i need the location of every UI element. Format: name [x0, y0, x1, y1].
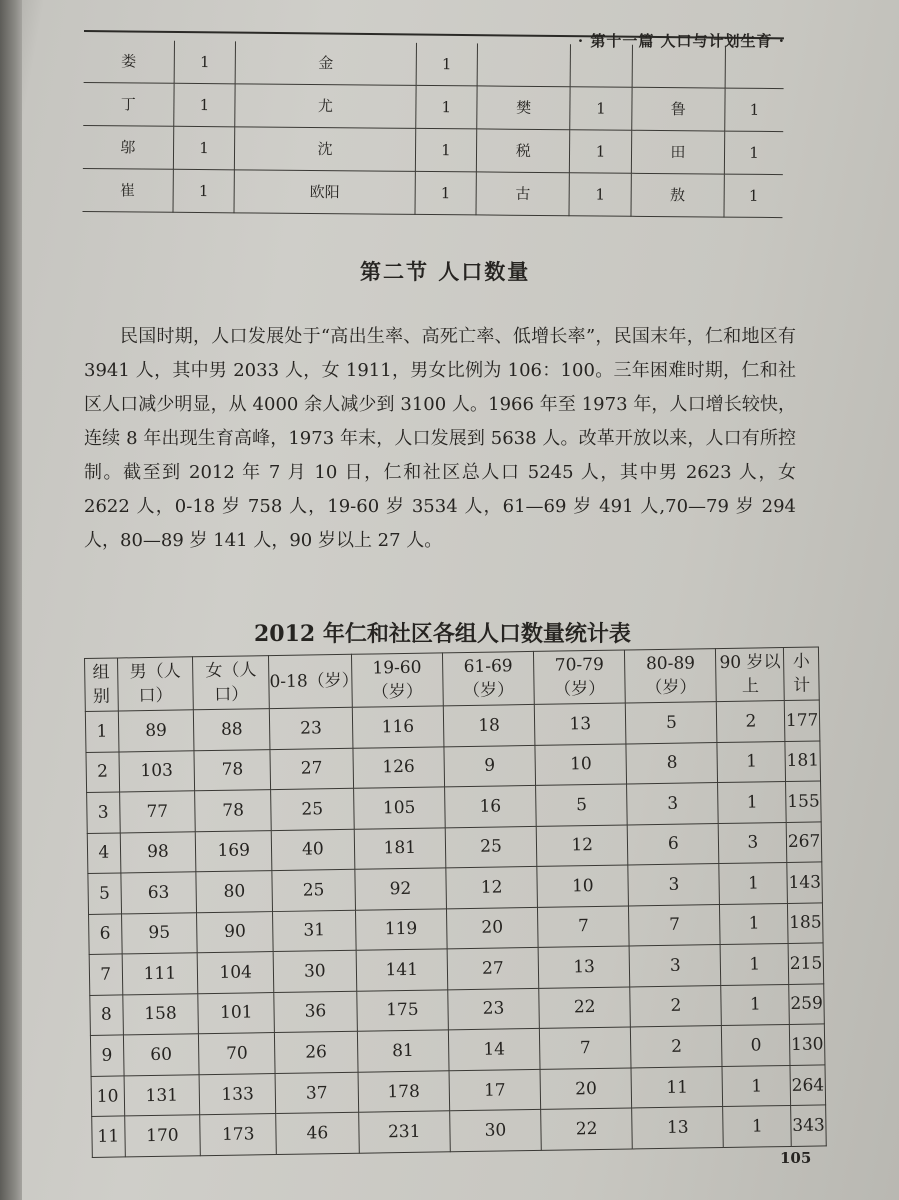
stats-cell: 98: [120, 831, 196, 873]
stats-header-cell: 90 岁以上: [716, 648, 785, 702]
stats-cell: 6: [627, 823, 719, 865]
stats-cell: 101: [198, 992, 274, 1034]
stats-cell: 7: [629, 904, 721, 946]
surname-cell: 邬: [83, 125, 174, 169]
book-spine-shadow: [0, 0, 22, 1200]
stats-cell: 7: [538, 906, 630, 948]
body-paragraph: 民国时期，人口发展处于“高出生率、高死亡率、低增长率”，民国末年，仁和地区有 3941 人，其中男 2033 人，女 1911，男女比例为 106：100。三年困难时期，仁和社区人口减少明显，从 4000 余人减少到 3100 人。1966 年至 1973 年，人口增长较快，连续 8 年出现生育高峰，1973 年末，人口发展到 5638 人。改革开放以来，人口有所控制。截至到 2012 年 7 月 10 日，仁和社区总人口 5245 人，其中男 2623 人，女 2622 人，0-18 岁 758 人，19-60 岁 3534 人，61—69 岁 491 人,70—79 岁 294 人，80—89 岁 141 人，90 岁以上 27 人。: [84, 326, 796, 551]
stats-cell: 267: [786, 822, 821, 863]
surname-row: [84, 40, 784, 88]
stats-cell: 5: [88, 873, 121, 914]
stats-cell: 181: [785, 740, 820, 781]
stats-cell: 12: [536, 825, 628, 867]
population-stats-table: [84, 646, 827, 1157]
stats-cell: 2: [717, 701, 785, 743]
stats-cell: 3: [627, 783, 719, 825]
stats-cell: 27: [270, 748, 353, 790]
stats-cell: 22: [541, 1108, 633, 1150]
stats-cell: 11: [631, 1066, 723, 1108]
stats-cell: 13: [538, 946, 630, 988]
surname-count-cell: [570, 44, 632, 87]
stats-cell: 13: [632, 1107, 724, 1149]
stats-cell: 104: [197, 952, 273, 994]
stats-cell: 215: [788, 943, 823, 984]
stats-cell: 343: [791, 1105, 826, 1146]
stats-cell: 37: [275, 1072, 358, 1114]
stats-cell: 17: [449, 1069, 541, 1111]
stats-cell: 78: [195, 790, 271, 832]
stats-table-title: 2012 年仁和社区各组人口数量统计表: [254, 621, 631, 647]
stats-header-cell: 80-89（岁）: [625, 649, 717, 703]
stats-cell: 0: [722, 1025, 790, 1067]
stats-cell: 1: [722, 1065, 790, 1107]
surname-count-cell: 1: [724, 174, 783, 218]
stats-cell: 11: [92, 1116, 125, 1157]
surname-cell: 税: [477, 129, 571, 173]
stats-cell: 158: [122, 993, 198, 1035]
surname-cell: 尤: [235, 83, 416, 128]
stats-cell: 89: [118, 710, 194, 752]
stats-cell: 25: [272, 869, 355, 911]
stats-cell: 175: [356, 990, 448, 1032]
stats-cell: 264: [790, 1065, 825, 1106]
stats-cell: 23: [448, 988, 540, 1030]
stats-cell: 130: [790, 1024, 825, 1065]
stats-cell: 5: [536, 784, 628, 826]
stats-cell: 3: [628, 864, 720, 906]
stats-cell: 185: [788, 903, 823, 944]
surname-count-cell: 1: [173, 169, 235, 213]
surname-cell: 樊: [477, 86, 571, 130]
stats-cell: 92: [355, 868, 447, 910]
stats-cell: 25: [445, 826, 537, 868]
stats-cell: 143: [787, 862, 822, 903]
stats-cell: 22: [539, 987, 631, 1029]
stats-cell: 2: [631, 1026, 723, 1068]
stats-cell: 31: [273, 910, 356, 952]
stats-cell: 16: [444, 785, 536, 827]
stats-header-cell: 组别: [85, 658, 118, 712]
page-number: 105: [780, 1149, 812, 1167]
stats-cell: 259: [789, 984, 824, 1025]
surname-count-cell: 1: [415, 85, 477, 129]
stats-cell: 1: [720, 903, 788, 945]
stats-cell: 12: [446, 867, 538, 909]
stats-cell: 95: [121, 912, 197, 954]
stats-cell: 10: [535, 744, 627, 786]
stats-cell: 88: [194, 709, 270, 751]
surname-count-cell: 1: [415, 128, 477, 172]
stats-cell: 13: [534, 703, 626, 745]
stats-cell: 5: [626, 702, 718, 744]
surname-row: [83, 125, 783, 174]
stats-cell: 7: [89, 954, 122, 995]
stats-cell: 26: [275, 1032, 358, 1074]
surname-count-cell: 1: [569, 173, 631, 217]
stats-cell: 30: [450, 1110, 542, 1152]
surname-cell: 沈: [235, 127, 416, 172]
stats-cell: 9: [90, 1035, 123, 1076]
stats-cell: 119: [355, 908, 447, 950]
stats-cell: 141: [356, 949, 448, 991]
stats-cell: 30: [273, 950, 356, 992]
stats-cell: 20: [540, 1068, 632, 1110]
stats-cell: 3: [719, 822, 787, 864]
stats-cell: 70: [199, 1033, 275, 1075]
surname-count-cell: 1: [416, 43, 478, 86]
stats-cell: 2: [630, 985, 722, 1027]
surname-count-cell: 1: [415, 171, 477, 215]
stats-header-cell: 61-69（岁）: [442, 651, 534, 705]
surname-cell: 田: [631, 130, 725, 174]
surname-table: [82, 40, 783, 218]
stats-cell: 1: [721, 984, 789, 1026]
stats-cell: 46: [276, 1113, 359, 1155]
stats-header-cell: 女（人口）: [193, 656, 270, 710]
stats-cell: 78: [194, 749, 270, 791]
surname-count-cell: [725, 46, 784, 89]
surname-count-cell: 1: [174, 83, 236, 127]
surname-cell: 娄: [84, 40, 175, 83]
surname-cell: 鲁: [631, 87, 725, 131]
stats-cell: 40: [271, 829, 354, 871]
stats-cell: 1: [718, 782, 786, 824]
stats-cell: 181: [354, 827, 446, 869]
stats-cell: 170: [124, 1115, 200, 1157]
surname-cell: 古: [476, 172, 570, 216]
stats-cell: 131: [124, 1075, 200, 1117]
stats-header-cell: 0-18（岁）: [269, 654, 352, 708]
surname-row: [83, 168, 783, 217]
section-title: 第二节 人口数量: [360, 259, 531, 284]
stats-cell: 231: [358, 1111, 450, 1153]
surname-cell: 丁: [83, 82, 174, 126]
surname-count-cell: 1: [725, 88, 784, 132]
stats-cell: 27: [447, 948, 539, 990]
stats-cell: 77: [119, 791, 195, 833]
stats-cell: 9: [444, 745, 536, 787]
stats-cell: 81: [357, 1030, 449, 1072]
stats-cell: 7: [539, 1027, 631, 1069]
surname-row: [83, 82, 783, 131]
stats-cell: 3: [87, 792, 120, 833]
surname-cell: [632, 45, 726, 88]
stats-cell: 178: [358, 1071, 450, 1113]
stats-header-cell: 19-60（岁）: [351, 653, 443, 707]
stats-cell: 103: [118, 750, 194, 792]
stats-cell: 63: [120, 872, 196, 914]
stats-cell: 80: [196, 871, 272, 913]
surname-cell: 崔: [83, 168, 174, 212]
stats-cell: 60: [123, 1034, 199, 1076]
surname-cell: 敖: [631, 173, 725, 217]
stats-cell: 133: [199, 1073, 275, 1115]
stats-cell: 10: [91, 1076, 124, 1117]
running-header: · 第十一篇 人口与计划生育 ·: [577, 32, 785, 50]
stats-cell: 3: [629, 945, 721, 987]
stats-cell: 8: [90, 995, 123, 1036]
stats-cell: 126: [353, 746, 445, 788]
stats-cell: 1: [85, 711, 118, 752]
surname-count-cell: 1: [173, 126, 235, 170]
stats-cell: 36: [274, 991, 357, 1033]
stats-cell: 169: [196, 830, 272, 872]
stats-cell: 14: [448, 1029, 540, 1071]
stats-cell: 18: [443, 704, 535, 746]
stats-header-cell: 男（人口）: [117, 657, 194, 711]
stats-cell: 155: [786, 781, 821, 822]
stats-cell: 10: [537, 865, 629, 907]
stats-cell: 1: [723, 1106, 791, 1148]
stats-cell: 25: [271, 788, 354, 830]
stats-cell: 105: [353, 787, 445, 829]
surname-count-cell: 1: [570, 86, 632, 130]
stats-cell: 111: [122, 953, 198, 995]
stats-cell: 2: [86, 752, 119, 793]
surname-cell: 欧阳: [234, 170, 415, 215]
stats-cell: 177: [785, 700, 820, 741]
stats-cell: 90: [197, 911, 273, 953]
stats-header-cell: 70-79（岁）: [534, 650, 626, 704]
surname-count-cell: 1: [724, 131, 783, 175]
stats-cell: 116: [352, 706, 444, 748]
stats-cell: 6: [89, 914, 122, 955]
stats-cell: 23: [269, 707, 352, 749]
stats-cell: 8: [626, 742, 718, 784]
stats-cell: 20: [446, 907, 538, 949]
surname-cell: 金: [235, 41, 416, 85]
stats-cell: 4: [87, 833, 120, 874]
stats-cell: 1: [717, 741, 785, 783]
stats-cell: 1: [719, 863, 787, 905]
stats-cell: 1: [721, 944, 789, 986]
surname-count-cell: 1: [174, 41, 236, 84]
surname-cell: [477, 43, 571, 86]
stats-header-cell: 小计: [784, 647, 820, 701]
stats-cell: 173: [200, 1114, 276, 1156]
surname-count-cell: 1: [570, 129, 632, 173]
